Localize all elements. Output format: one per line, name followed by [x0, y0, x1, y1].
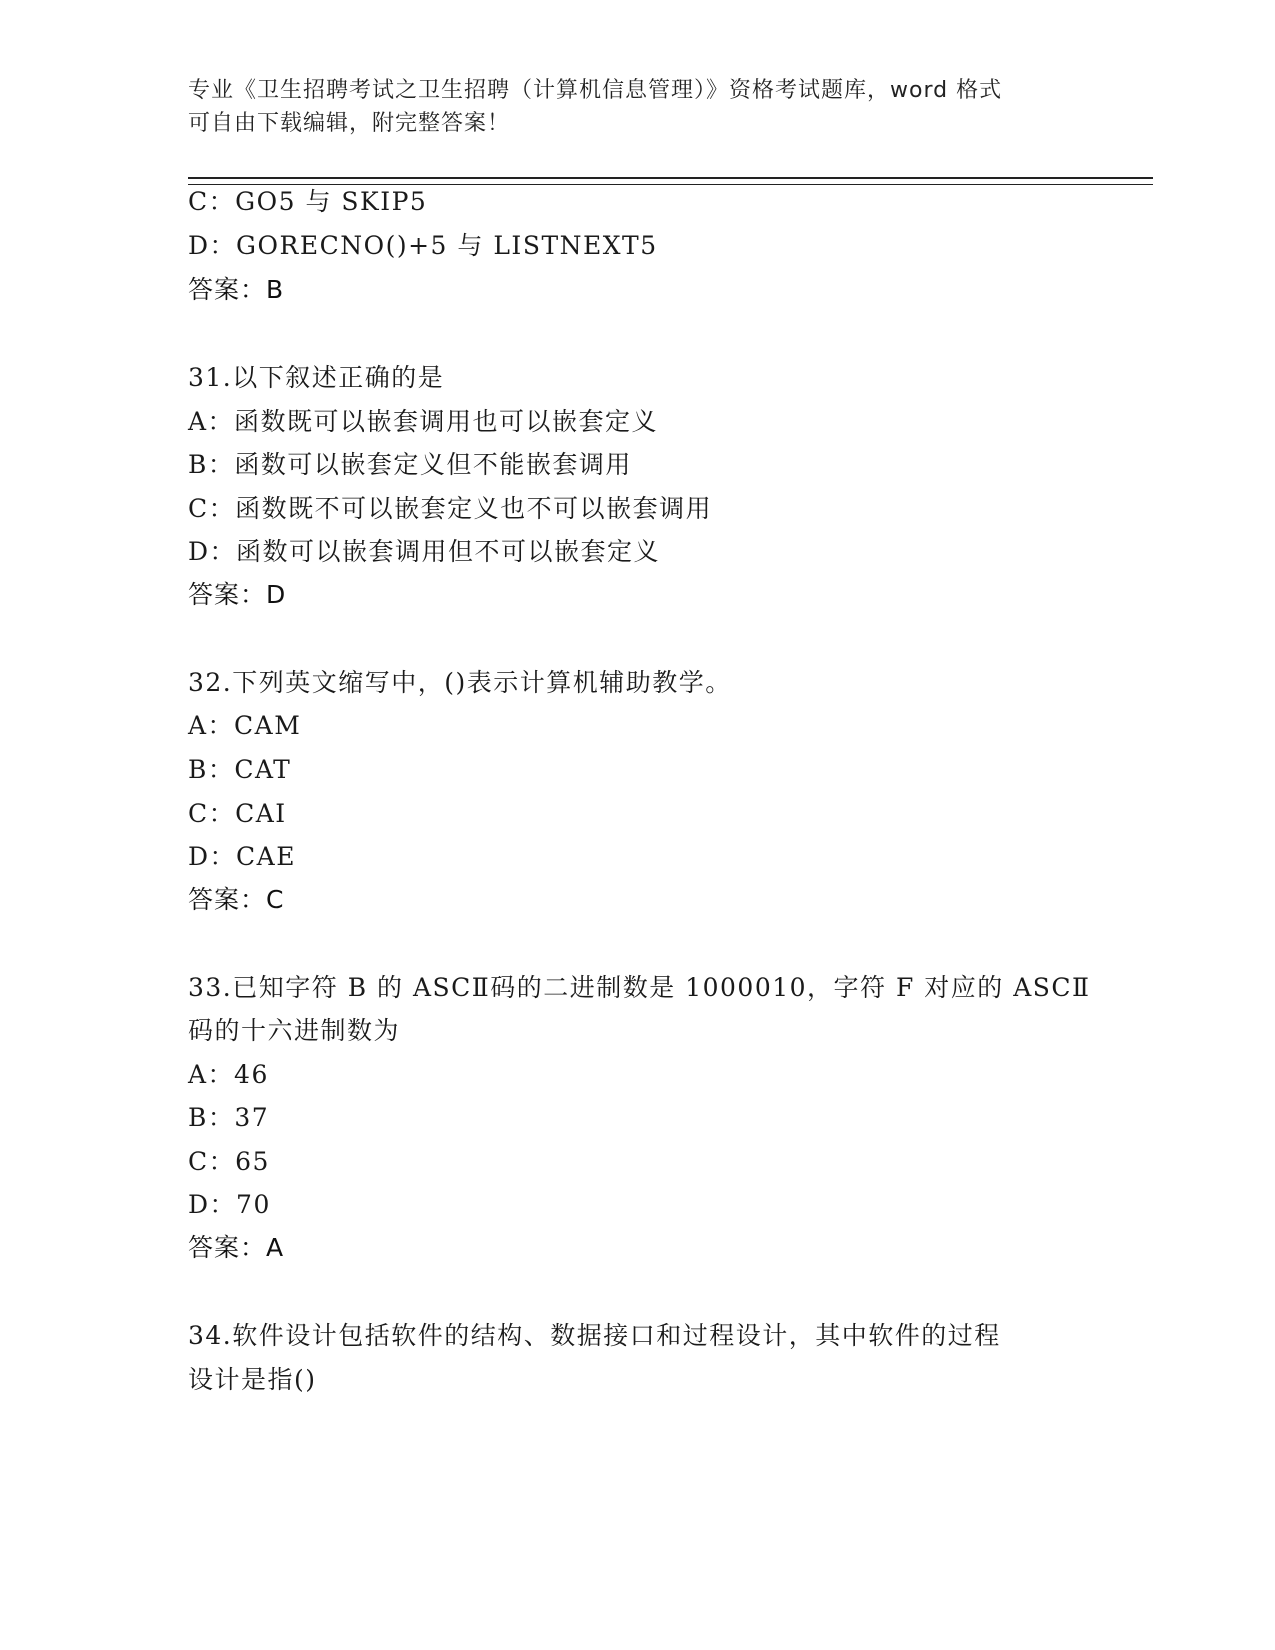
q32-answer: 答案：C — [188, 885, 285, 914]
q30-option-d: D：GORECNO()+5 与 LISTNEXT5 — [188, 231, 658, 260]
q31-option-d: D：函数可以嵌套调用但不可以嵌套定义 — [188, 537, 661, 566]
q34-stem-line-2: 设计是指() — [188, 1365, 317, 1394]
q32-option-b: B：CAT — [188, 755, 292, 784]
q33-stem-line-1: 33.已知字符 B 的 ASCⅡ码的二进制数是 1000010，字符 F 对应的 ASCⅡ — [188, 973, 1091, 1002]
q31-option-c: C：函数既不可以嵌套定义也不可以嵌套调用 — [188, 494, 713, 523]
header-divider — [188, 177, 1153, 185]
q33-answer: 答案：A — [188, 1233, 285, 1262]
q33-option-a: A：46 — [188, 1060, 269, 1089]
q34-stem-line-1: 34.软件设计包括软件的结构、数据接口和过程设计，其中软件的过程 — [188, 1321, 1001, 1350]
q32-option-a: A：CAM — [188, 711, 302, 740]
q33-stem-line-2: 码的十六进制数为 — [188, 1016, 401, 1045]
q30-option-c: C：GO5 与 SKIP5 — [188, 187, 428, 216]
q33-option-c: C：65 — [188, 1147, 270, 1176]
q31-option-b: B：函数可以嵌套定义但不能嵌套调用 — [188, 450, 632, 479]
header-title-line-1: 专业《卫生招聘考试之卫生招聘（计算机信息管理）》资格考试题库，word 格式 — [188, 78, 1003, 103]
q30-answer: 答案：B — [188, 275, 285, 304]
q32-stem: 32.下列英文缩写中，()表示计算机辅助教学。 — [188, 668, 732, 697]
q31-stem: 31.以下叙述正确的是 — [188, 363, 445, 392]
q31-option-a: A：函数既可以嵌套调用也可以嵌套定义 — [188, 407, 659, 436]
document-header — [188, 74, 1088, 140]
header-title-line-2: 可自由下载编辑，附完整答案！ — [188, 111, 511, 136]
q31-answer: 答案：D — [188, 580, 287, 609]
q32-option-d: D：CAE — [188, 842, 296, 871]
q32-option-c: C：CAI — [188, 799, 287, 828]
q33-option-d: D：70 — [188, 1190, 271, 1219]
q33-option-b: B：37 — [188, 1103, 270, 1132]
